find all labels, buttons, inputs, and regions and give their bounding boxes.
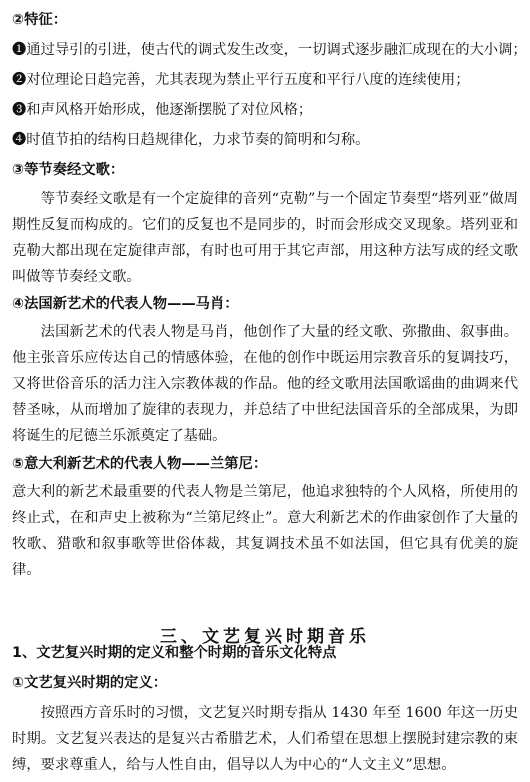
machaut-paragraph: 法国新艺术的代表人物是马肖，他创作了大量的经文歌、弥撒曲、叙事曲。他主张音乐应传达自己的情感体验，在他的创作中既运用宗教音乐的复调技巧，又将世俗音乐的活力注入宗教体裁的作品。他的经文歌用法国歌谣曲的曲调来代替圣咏，从而增加了旋律的表现力，并总结了中世纪法国音乐的全部成果，为即将诞生的尼德兰乐派奠定了基础。 [12, 324, 518, 444]
landini-heading: ⑤意大利新艺术的代表人物——兰第尼： [12, 456, 268, 472]
features-heading: ②特征： [12, 12, 67, 28]
isorhythmic-heading: ③等节奏经文歌： [12, 162, 125, 178]
machaut-heading: ④法国新艺术的代表人物——马肖： [12, 296, 239, 312]
renaissance-definition-heading: ①文艺复兴时期的定义： [12, 675, 168, 691]
feature-item-4: ❹时值节拍的结构日趋规律化，力求节奏的简明和匀称。 [12, 132, 370, 148]
landini-paragraph: 意大利的新艺术最重要的代表人物是兰第尼，他追求独特的个人风格，所使用的终止式，在和声史上被称为“兰第尼终止”。意大利新艺术的作曲家创作了大量的牧歌、猎歌和叙事歌等世俗体裁，其复调技术虽不如法国，但它具有优美的旋律。 [12, 484, 518, 578]
isorhythmic-paragraph: 等节奏经文歌是有一个定旋律的音列“克勒”与一个固定节奏型“塔列亚”做周期性反复而构成的。它们的反复也不是同步的，时而会形成交叉现象。塔列亚和克勒大都出现在定旋律声部，有时也可用于其它声部，用这种方法写成的经文歌叫做等节奏经文歌。 [12, 191, 518, 285]
feature-item-3: ❸和声风格开始形成，他逐渐摆脱了对位风格； [12, 102, 313, 118]
renaissance-definition-paragraph: 按照西方音乐时的习惯，文艺复兴时期专指从 1430 年至 1600 年这一历史时期。文艺复兴表达的是复兴古希腊艺术，人们希望在思想上摆脱封建宗教的束缚，要求尊重人，给与人性自由，倡导以人为中心的“人文主义”思想。 [12, 705, 518, 773]
feature-item-1: ❶通过导引的引进，使古代的调式发生改变，一切调式逐步融汇成现在的大小调； [12, 42, 527, 58]
feature-item-2: ❷对位理论日趋完善，尤其表现为禁止平行五度和平行八度的连续使用； [12, 72, 470, 88]
renaissance-subheading: 1、文艺复兴时期的定义和整个时期的音乐文化特点 [12, 645, 337, 661]
section-title: 三、文艺复兴时期音乐 [160, 627, 370, 647]
